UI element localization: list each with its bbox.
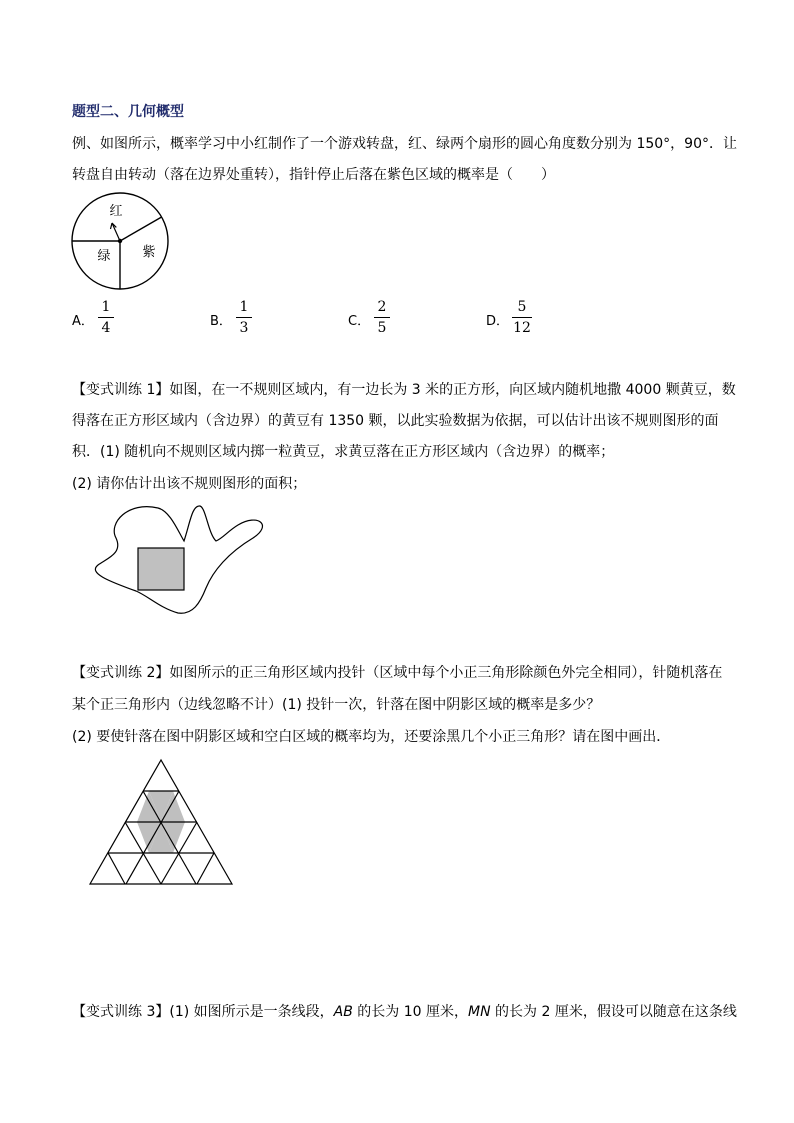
example-line-2: 转盘自由转动（落在边界处重转），指针停止后落在紫色区域的概率是（ ）: [72, 167, 555, 183]
option-a-fraction: [96, 298, 116, 337]
training1-line-1: 【变式训练 1】如图，在一不规则区域内，有一边长为 3 米的正方形，向区域内随机地撒 4000 颗黄豆，数: [72, 382, 736, 398]
option-d-numerator: 5: [517, 299, 527, 315]
segment-mn: MN: [468, 1004, 491, 1020]
square-region: [138, 548, 184, 590]
option-a-label: A．: [72, 314, 94, 329]
option-b-fraction: [234, 298, 254, 337]
option-b-denominator: 3: [239, 320, 249, 336]
section-title: 题型二、几何概型: [72, 104, 184, 120]
training1-line-3: 积．(1) 随机向不规则区域内掷一粒黄豆，求黄豆落在正方形区域内（含边界）的概率；: [72, 444, 615, 460]
training3-mid1: 的长为 10 厘米，: [352, 1004, 468, 1020]
spinner-label-green: 绿: [97, 249, 111, 264]
option-d-fraction: [510, 298, 534, 337]
option-c-denominator: 5: [377, 320, 387, 336]
triangle-grid-figure: [88, 760, 238, 890]
option-d-denominator: 12: [513, 320, 531, 336]
option-b-numerator: 1: [239, 299, 249, 315]
training3-prefix: 【变式训练 3】(1) 如图所示是一条线段，: [72, 1004, 334, 1020]
training1-line-2: 得落在正方形区域内（含边界）的黄豆有 1350 颗，以此实验数据为依据，可以估计出该不规则图形的面: [72, 413, 719, 429]
segment-ab: AB: [333, 1004, 353, 1020]
option-a-numerator: 1: [101, 299, 111, 315]
option-b-label: B．: [210, 314, 232, 329]
option-a-denominator: 4: [101, 320, 111, 336]
spinner-figure: [70, 193, 170, 293]
training3-mid2: 的长为 2 厘米，假设可以随意在这条线: [490, 1004, 737, 1020]
option-c-fraction: [372, 298, 392, 337]
option-d-label: D．: [486, 314, 510, 329]
spinner-label-purple: 紫: [142, 245, 156, 260]
option-c-label: C．: [348, 314, 371, 329]
training2-line-3: (2) 要使针落在图中阴影区域和空白区域的概率均为，还要涂黑几个小正三角形？请在图中画出．: [72, 729, 671, 745]
irregular-region-figure: [88, 503, 278, 618]
training1-line-4: (2) 请你估计出该不规则图形的面积；: [72, 476, 307, 492]
training3-line-1: [72, 1002, 737, 1022]
example-line-1: 例、如图所示，概率学习中小红制作了一个游戏转盘，红、绿两个扇形的圆心角度数分别为 150°，90°．让: [72, 136, 737, 152]
shaded-triangles: [137, 760, 185, 853]
training2-line-1: 【变式训练 2】如图所示的正三角形区域内投针（区域中每个小正三角形除颜色外完全相同），针随机落在: [72, 665, 723, 681]
spinner-label-red: 红: [109, 204, 123, 219]
training2-line-2: 某个正三角形内（边线忽略不计）(1) 投针一次，针落在图中阴影区域的概率是多少？: [72, 697, 601, 713]
option-c-numerator: 2: [377, 299, 387, 315]
